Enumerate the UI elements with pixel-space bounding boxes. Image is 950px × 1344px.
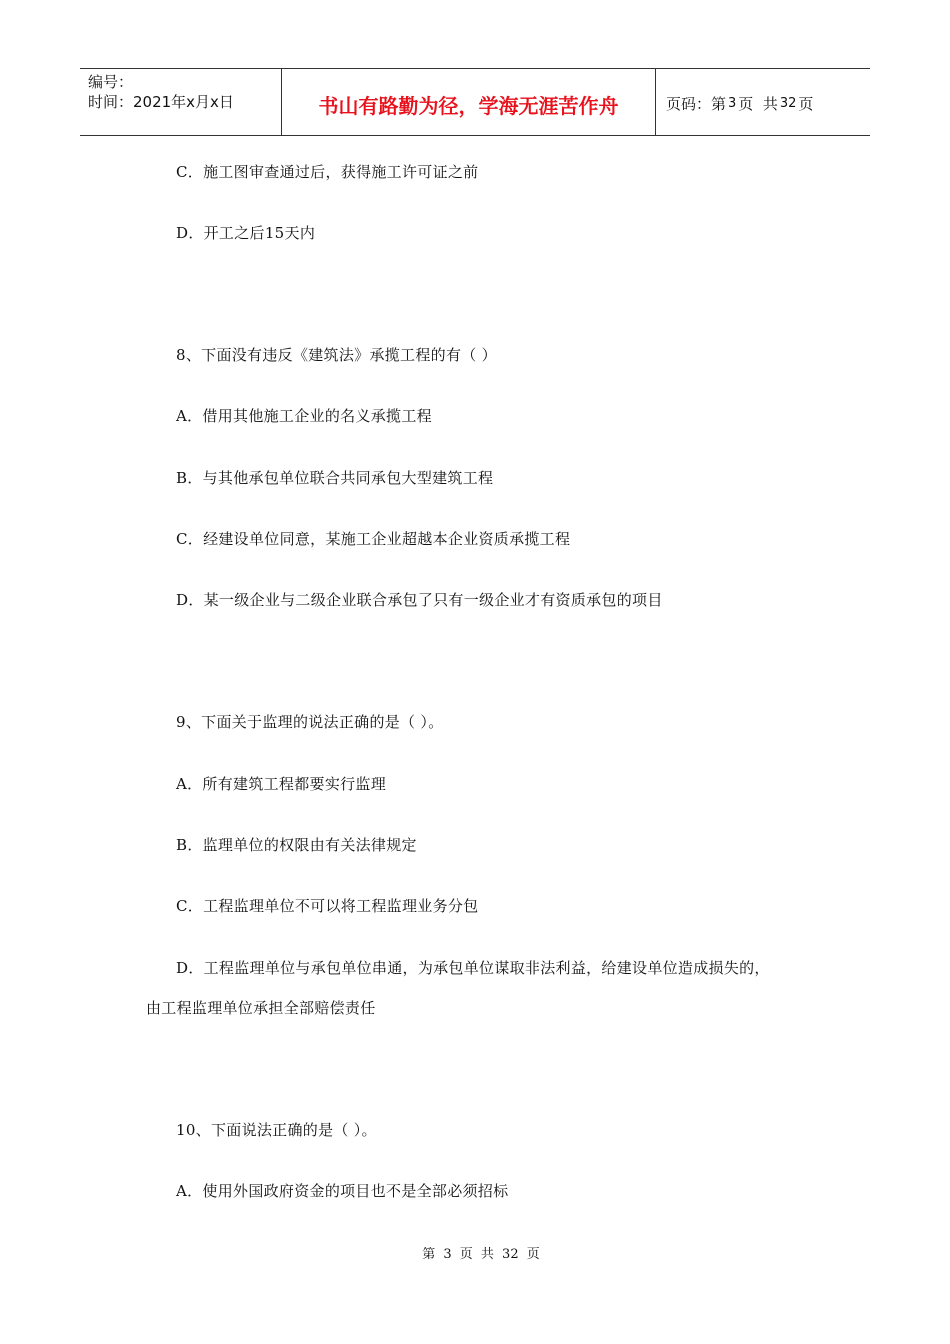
page-suffix: 页 bbox=[798, 94, 814, 113]
option-9c: C．工程监理单位不可以将工程监理业务分包 bbox=[176, 897, 479, 915]
option-8c: C．经建设单位同意，某施工企业超越本企业资质承揽工程 bbox=[176, 530, 571, 548]
header-motto: 书山有路勤为径，学海无涯苦作舟 bbox=[282, 69, 656, 135]
option-8a: A．借用其他施工企业的名义承揽工程 bbox=[176, 407, 432, 425]
option-10a: A．使用外国政府资金的项目也不是全部必须招标 bbox=[176, 1182, 509, 1200]
option-9a: A．所有建筑工程都要实行监理 bbox=[176, 775, 387, 793]
header-meta bbox=[80, 69, 282, 135]
option-8d: D．某一级企业与二级企业联合承包了只有一级企业才有资质承包的项目 bbox=[176, 591, 663, 609]
date-label: 时间：2021年x月x日 bbox=[88, 93, 234, 111]
option-9b: B．监理单位的权限由有关法律规定 bbox=[176, 836, 417, 854]
option-7d: D．开工之后15天内 bbox=[176, 224, 316, 242]
page-prefix: 页码：第 bbox=[666, 94, 727, 113]
page-mid: 页 共 bbox=[738, 94, 778, 113]
header-page-info bbox=[656, 69, 870, 135]
serial-number-label: 编号： bbox=[88, 73, 134, 91]
option-7c: C．施工图审查通过后，获得施工许可证之前 bbox=[176, 163, 479, 181]
option-9d-continued: 由工程监理单位承担全部赔偿责任 bbox=[146, 999, 376, 1017]
question-8: 8、下面没有违反《建筑法》承揽工程的有（ ） bbox=[176, 346, 497, 364]
question-10: 10、下面说法正确的是（ ）。 bbox=[176, 1121, 377, 1139]
option-9d: D．工程监理单位与承包单位串通，为承包单位谋取非法利益，给建设单位造成损失的， bbox=[176, 959, 770, 977]
page-header bbox=[80, 68, 870, 136]
option-8b: B．与其他承包单位联合共同承包大型建筑工程 bbox=[176, 469, 494, 487]
page-total: 32 bbox=[779, 95, 797, 111]
question-9: 9、下面关于监理的说法正确的是（ ）。 bbox=[176, 713, 444, 731]
page-current: 3 bbox=[728, 95, 737, 111]
page-footer: 第 3 页 共 32 页 bbox=[422, 1247, 540, 1262]
